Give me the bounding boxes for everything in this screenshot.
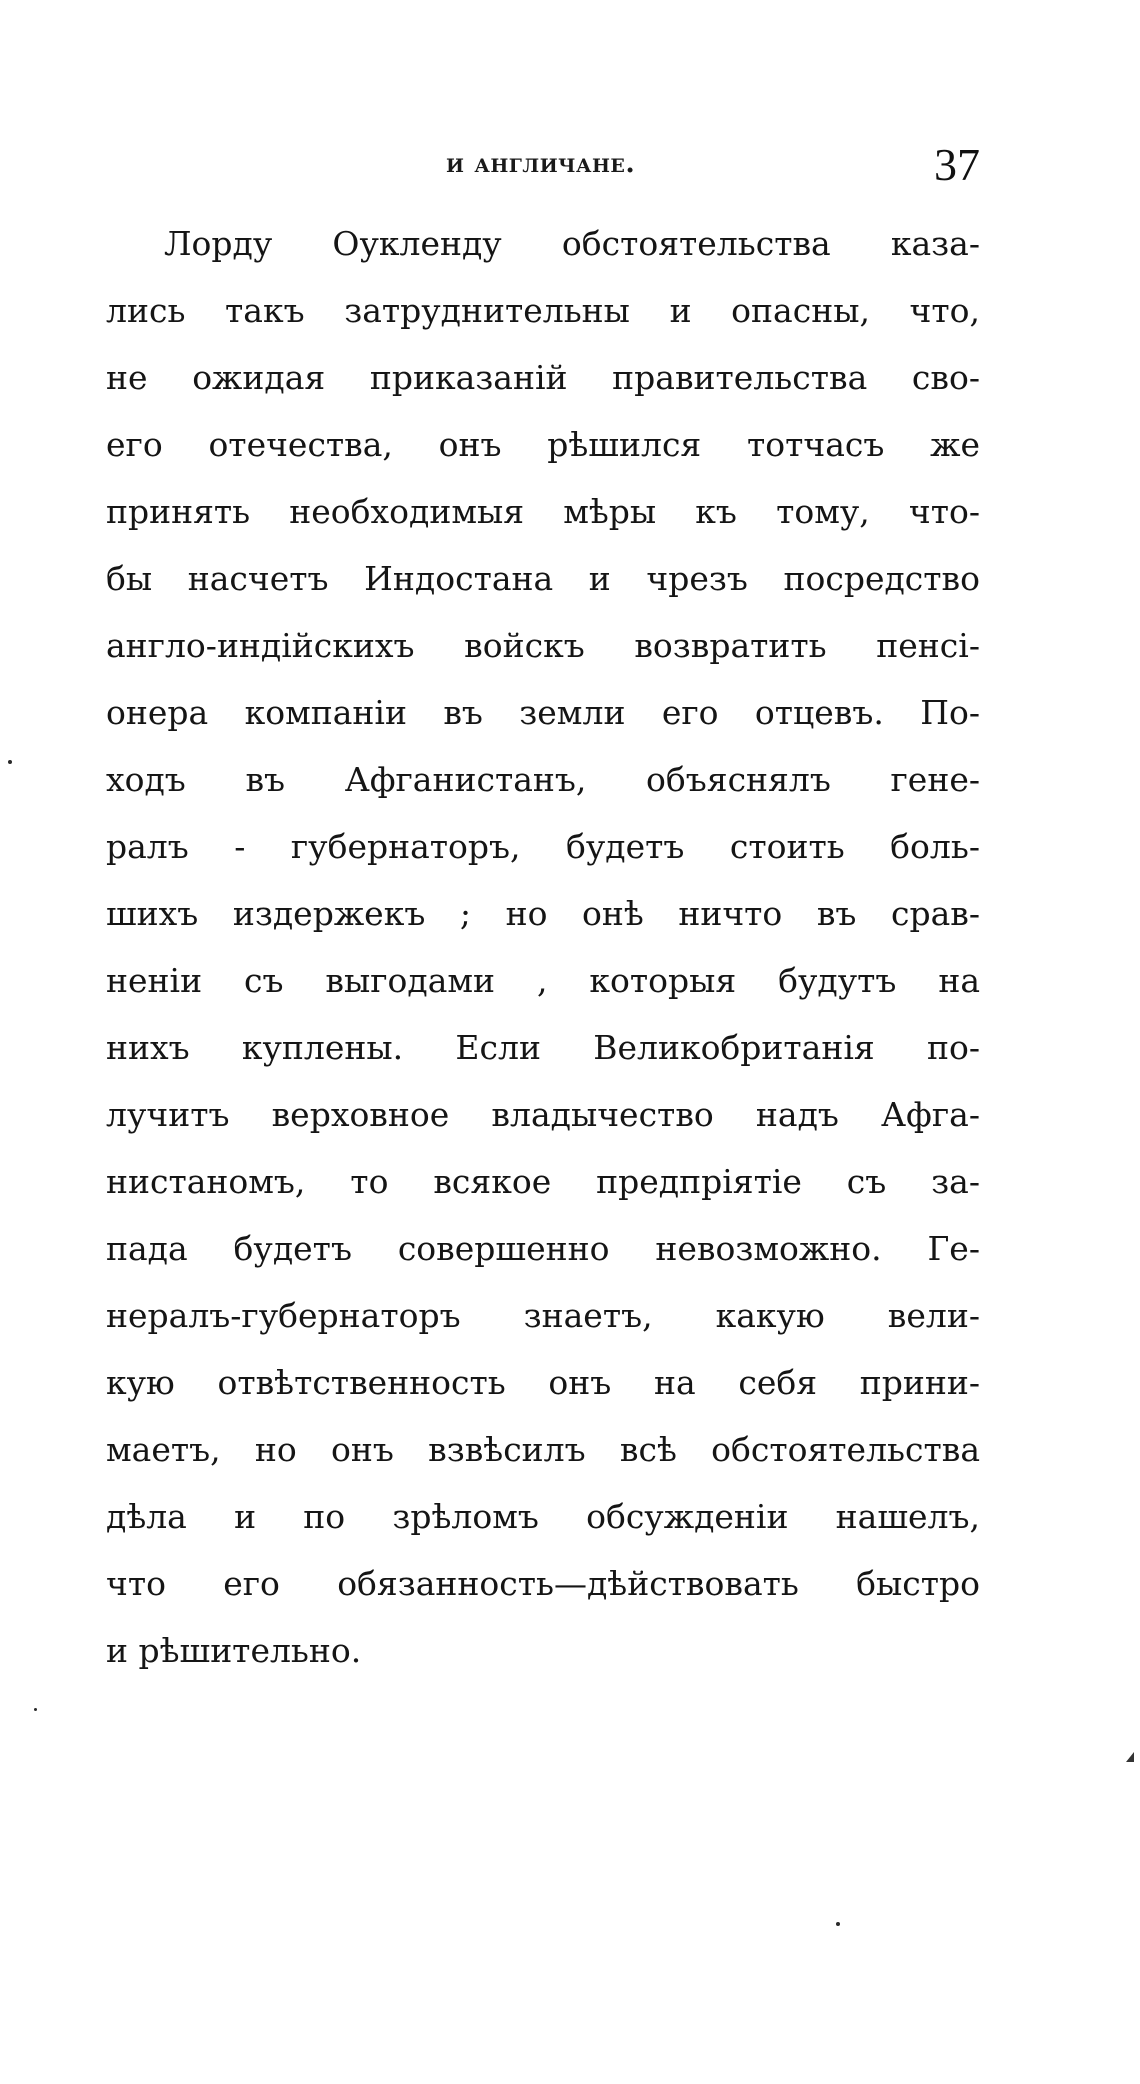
- text-line: не ожидая приказаній правительства сво-: [106, 358, 980, 397]
- text-line: пада будетъ совершенно невозможно. Ге-: [106, 1229, 980, 1268]
- text-line: англо-индійскихъ войскъ возвратить пенсі-: [106, 626, 980, 665]
- text-line: маетъ, но онъ взвѣсилъ всѣ обстоятельства: [106, 1430, 980, 1469]
- scan-speck: [836, 1922, 840, 1926]
- text-line: кую отвѣтственность онъ на себя прини-: [106, 1363, 980, 1402]
- text-line: шихъ издержекъ ; но онѣ ничто въ срав-: [106, 894, 980, 933]
- text-line: бы насчетъ Индостана и чрезъ посредство: [106, 559, 980, 598]
- text-line: онера компаніи въ земли его отцевъ. По-: [106, 693, 980, 732]
- scan-edge-mark: [1126, 1752, 1134, 1762]
- text-line: дѣла и по зрѣломъ обсужденіи нашелъ,: [106, 1497, 980, 1536]
- text-line: ралъ - губернаторъ, будетъ стоить боль-: [106, 827, 980, 866]
- text-line: его отечества, онъ рѣшился тотчасъ же: [106, 425, 980, 464]
- text-line: лись такъ затруднительны и опасны, что,: [106, 291, 980, 330]
- text-line: нихъ куплены. Если Великобританія по-: [106, 1028, 980, 1067]
- text-line: что его обязанность—дѣйствовать быстро: [106, 1564, 980, 1603]
- text-line: Лорду Оукленду обстоятельства каза-: [164, 224, 980, 263]
- text-line: неніи съ выгодами , которыя будутъ на: [106, 961, 980, 1000]
- body-text: [106, 210, 980, 1684]
- text-line: нералъ-губернаторъ знаетъ, какую вели-: [106, 1296, 980, 1335]
- running-head: [106, 138, 980, 198]
- text-line: и рѣшительно.: [106, 1631, 362, 1670]
- scan-speck: [34, 1708, 37, 1711]
- text-line: принять необходимыя мѣры къ тому, что-: [106, 492, 980, 531]
- page-number: 37: [934, 139, 980, 190]
- running-title: и англичане.: [446, 148, 636, 179]
- text-line: нистаномъ, то всякое предпріятіе съ за-: [106, 1162, 980, 1201]
- text-line: ходъ въ Афганистанъ, объяснялъ гене-: [106, 760, 980, 799]
- text-line: лучитъ верховное владычество надъ Афга-: [106, 1095, 980, 1134]
- scan-speck: [8, 760, 12, 764]
